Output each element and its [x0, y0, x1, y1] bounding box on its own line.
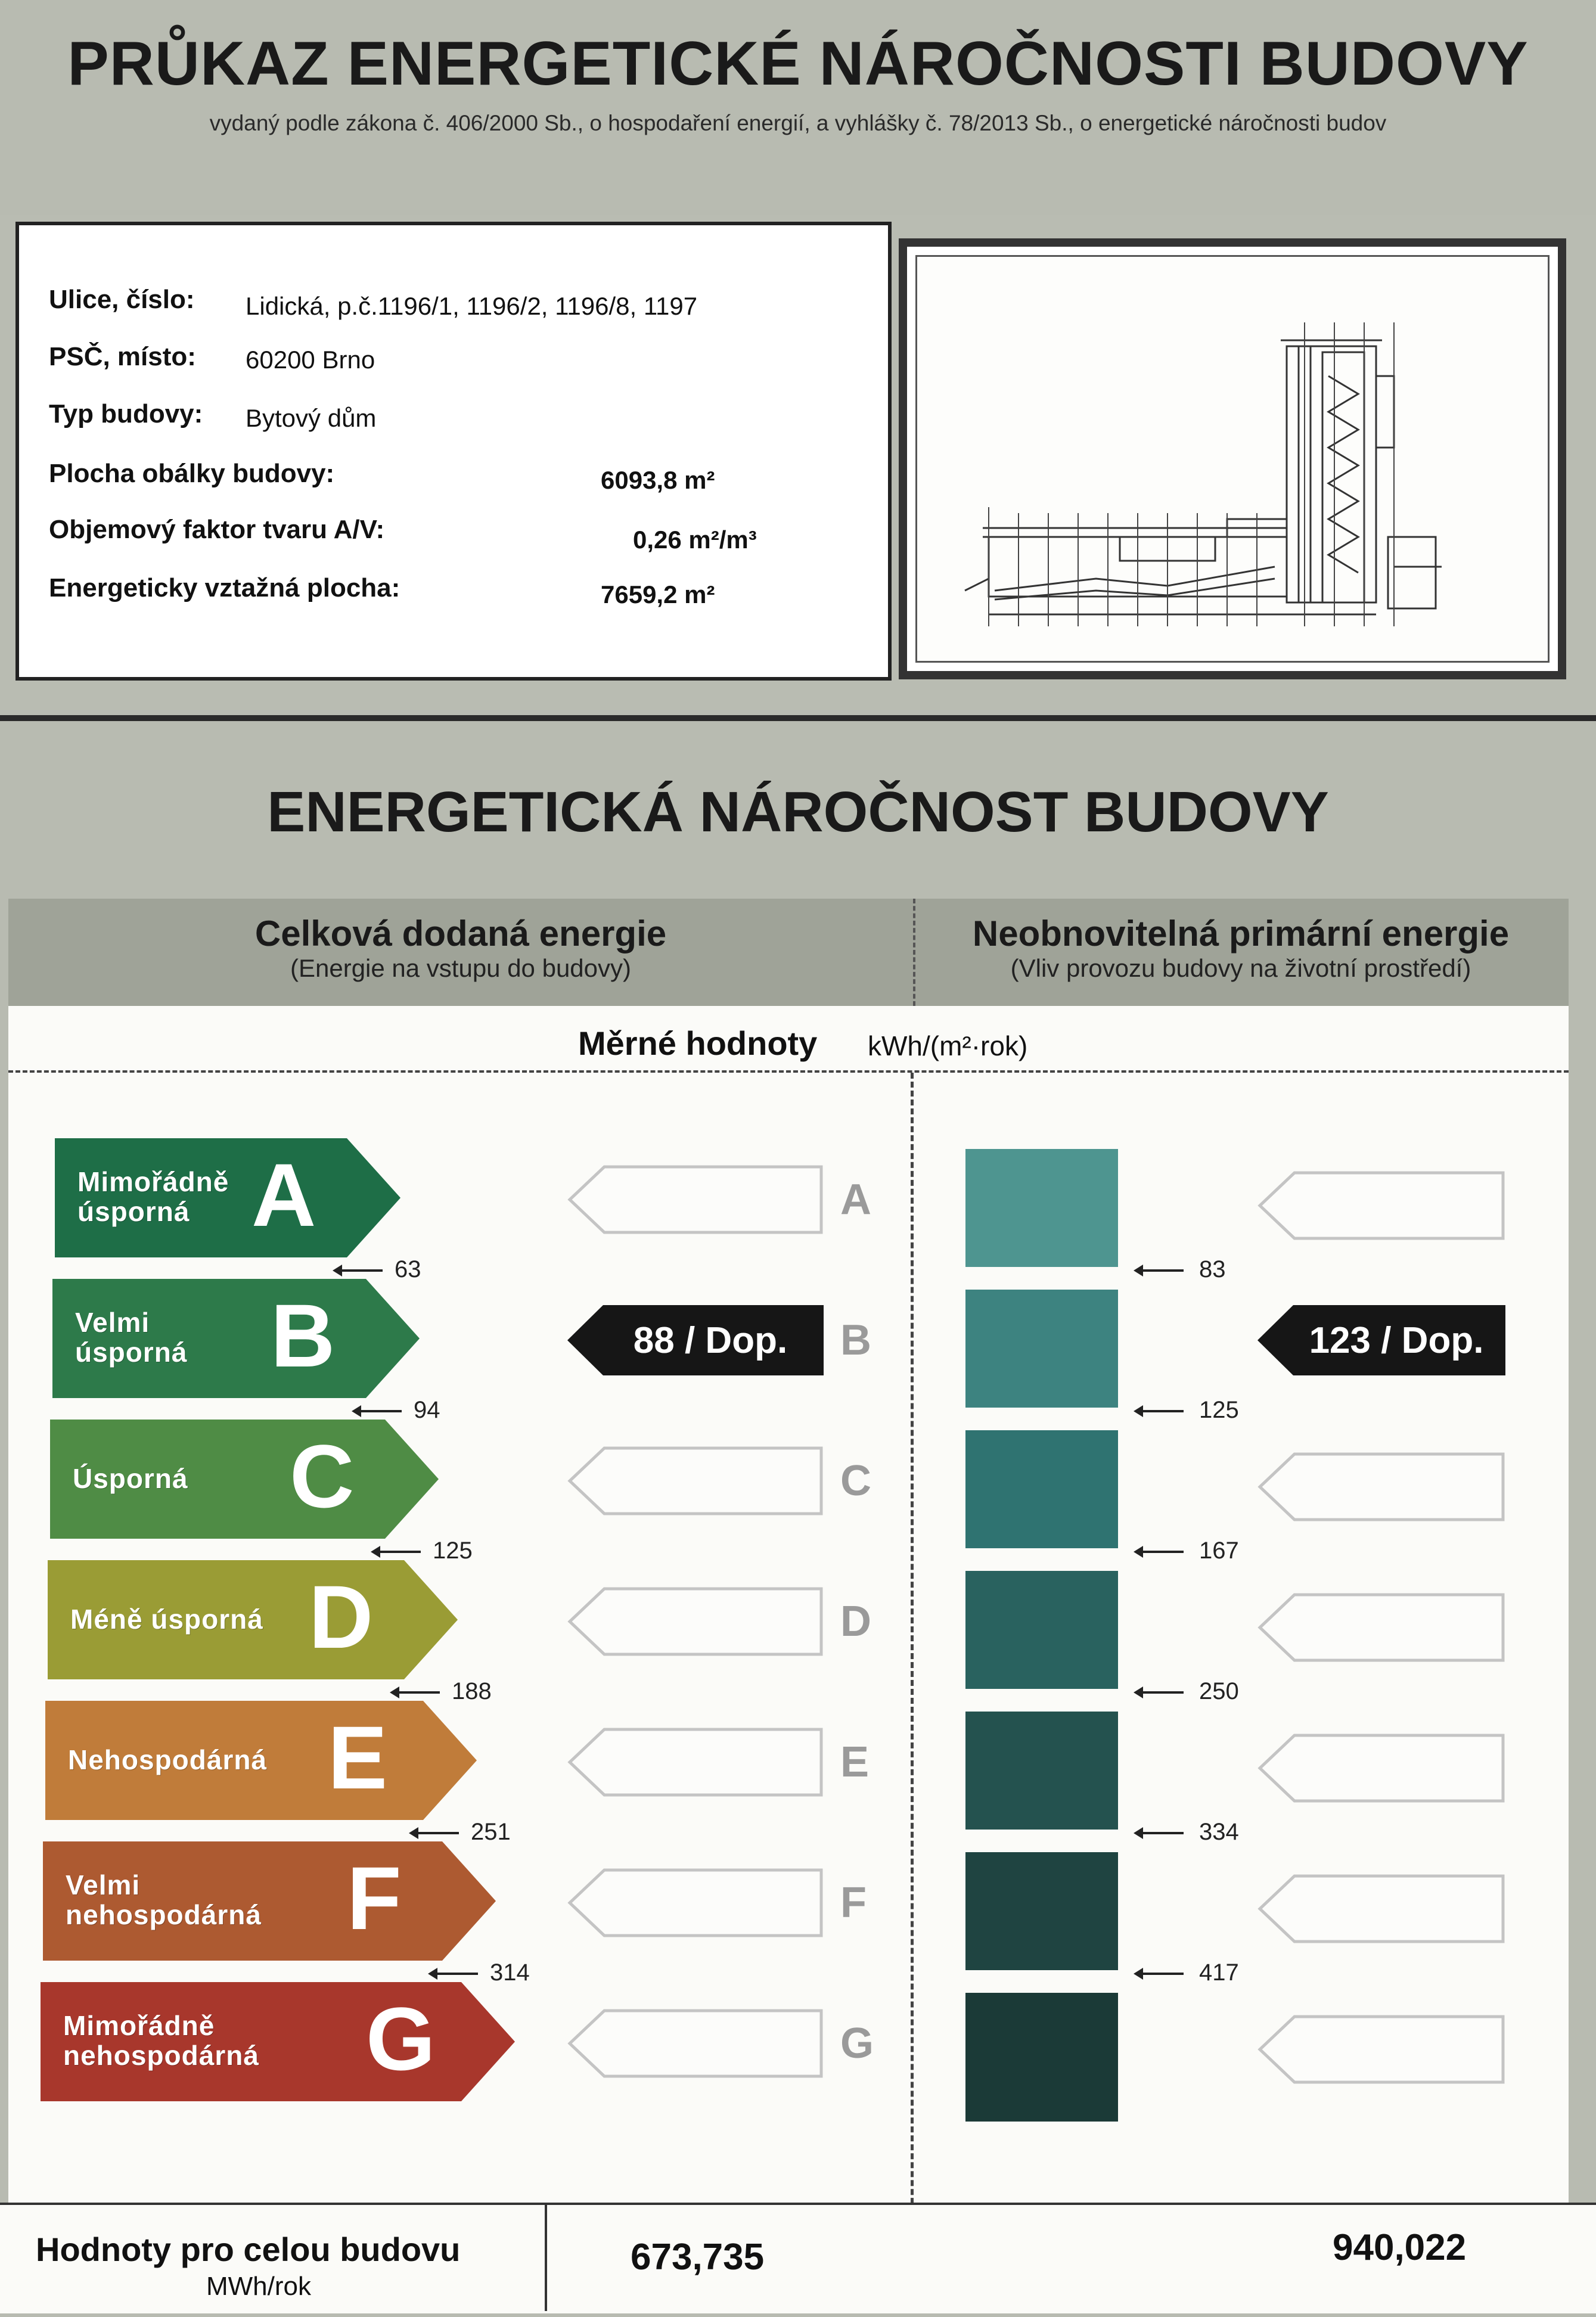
delivered-threshold-d: 188 [452, 1678, 492, 1704]
class-name [63, 2011, 259, 2070]
primary-threshold-d: 250 [1199, 1678, 1239, 1704]
primary-rating-badge [1257, 1305, 1505, 1375]
threshold-arrow [379, 1551, 421, 1553]
threshold-arrow [1142, 1832, 1184, 1834]
class-name [70, 1604, 263, 1634]
threshold-arrow [436, 1973, 478, 1975]
threshold-arrow [417, 1832, 459, 1834]
class-name-line2: nehospodárná [63, 2040, 259, 2071]
primary-threshold-a: 83 [1199, 1256, 1226, 1282]
primary-threshold-f: 417 [1199, 1959, 1239, 1986]
delivered-class-letter: E [840, 1738, 870, 1786]
primary-rating-value: 123 / Dop. [1309, 1319, 1484, 1361]
delivered-energy-title: Celková dodaná energie [254, 914, 667, 953]
shape-factor-label: Objemový faktor tvaru A/V: [49, 515, 385, 544]
class-arrow-b [52, 1279, 420, 1398]
class-name-line1: Mimořádně [63, 2010, 215, 2041]
class-name-line1: Nehospodárná [68, 1744, 268, 1775]
class-name-line1: Méně úsporná [70, 1604, 263, 1635]
shape-factor-value: 0,26 m²/m³ [633, 526, 757, 554]
class-arrow-f [43, 1841, 496, 1961]
primary-threshold-b: 125 [1199, 1397, 1239, 1423]
primary-threshold-c: 167 [1199, 1538, 1239, 1564]
class-letter: D [309, 1567, 374, 1667]
empty-rating-slot [1257, 1452, 1505, 1522]
delivered-energy-subtitle: (Energie na vstupu do budovy) [290, 954, 632, 982]
psc-value: 60200 Brno [246, 346, 375, 374]
class-letter: E [328, 1707, 388, 1807]
envelope-area-label: Plocha obálky budovy: [49, 459, 335, 488]
building-type-label: Typ budovy: [49, 399, 203, 428]
class-name [77, 1167, 229, 1226]
primary-threshold-e: 334 [1199, 1819, 1239, 1845]
delivered-threshold-a: 63 [395, 1256, 421, 1282]
class-name [75, 1307, 187, 1367]
section-title: ENERGETICKÁ NÁROČNOST BUDOVY [267, 780, 1329, 844]
primary-energy-subtitle: (Vliv provozu budovy na životní prostředí) [1010, 954, 1471, 982]
primary-class-block-c [965, 1430, 1118, 1548]
primary-energy-header [913, 913, 1569, 983]
street-label: Ulice, číslo: [49, 285, 195, 314]
empty-rating-slot [1257, 1170, 1505, 1241]
empty-rating-slot [567, 1586, 824, 1657]
class-letter: A [251, 1145, 316, 1245]
specific-values-unit: kWh/(m²·rok) [868, 1030, 1028, 1061]
class-arrow-g [41, 1982, 515, 2101]
scale-divider [911, 1073, 914, 2311]
delivered-class-letter: D [840, 1598, 871, 1645]
primary-class-block-d [965, 1571, 1118, 1689]
certificate-title: PRŮKAZ ENERGETICKÉ NÁROČNOSTI BUDOVY [67, 29, 1529, 98]
psc-label: PSČ, místo: [49, 342, 196, 371]
empty-rating-slot [1257, 1874, 1505, 1944]
class-name-line2: úsporná [77, 1196, 190, 1227]
threshold-arrow [398, 1691, 440, 1694]
envelope-area-value: 6093,8 m² [601, 466, 715, 494]
class-arrow-d [48, 1560, 458, 1679]
threshold-arrow [1142, 1973, 1184, 1975]
class-name-line2: úsporná [75, 1337, 188, 1368]
class-arrow-e [45, 1701, 477, 1820]
primary-energy-title: Neobnovitelná primární energie [972, 914, 1510, 953]
building-section-drawing [915, 255, 1550, 663]
primary-class-block-a [965, 1149, 1118, 1267]
empty-rating-slot [567, 1164, 824, 1235]
class-name-line2: nehospodárná [66, 1899, 262, 1930]
threshold-arrow [1142, 1269, 1184, 1272]
empty-rating-slot [567, 1727, 824, 1797]
class-letter: G [366, 1989, 436, 2089]
building-type-value: Bytový dům [246, 404, 377, 432]
delivered-energy-header [8, 913, 913, 983]
class-letter: F [347, 1848, 402, 1948]
totals-unit: MWh/rok [206, 2272, 311, 2301]
certificate-subtitle: vydaný podle zákona č. 406/2000 Sb., o hospodaření energií, a vyhlášky č. 78/2013 Sb., o energetické náročnosti budov [209, 111, 1387, 135]
building-section-icon [917, 257, 1549, 662]
class-arrow-a [55, 1138, 400, 1257]
class-name [68, 1745, 267, 1775]
class-name [73, 1464, 188, 1493]
delivered-class-letter: A [840, 1176, 871, 1223]
delivered-class-letter: F [840, 1879, 867, 1927]
threshold-arrow [1142, 1551, 1184, 1553]
delivered-threshold-e: 251 [471, 1819, 511, 1845]
class-arrow-c [50, 1420, 439, 1539]
empty-rating-slot [567, 1446, 824, 1516]
class-name-line1: Velmi [75, 1307, 150, 1338]
primary-class-block-b [965, 1290, 1118, 1408]
threshold-arrow [1142, 1691, 1184, 1694]
reference-area-label: Energeticky vztažná plocha: [49, 573, 400, 602]
threshold-arrow [360, 1410, 402, 1412]
building-info-panel [15, 222, 892, 681]
class-name-line1: Úsporná [73, 1463, 188, 1494]
primary-class-block-f [965, 1852, 1118, 1970]
empty-rating-slot [567, 1868, 824, 1938]
delivered-class-letter: B [840, 1316, 871, 1364]
primary-class-block-g [965, 1993, 1118, 2122]
street-value: Lidická, p.č.1196/1, 1196/2, 1196/8, 1197 [246, 292, 698, 320]
class-name-line1: Velmi [66, 1869, 141, 1900]
primary-class-block-e [965, 1712, 1118, 1830]
totals-divider [545, 2203, 547, 2311]
column-divider [913, 899, 915, 1006]
delivered-rating-value: 88 / Dop. [633, 1319, 788, 1361]
delivered-class-letter: G [840, 2020, 874, 2067]
empty-rating-slot [1257, 1733, 1505, 1803]
total-delivered-value: 673,735 [631, 2237, 765, 2278]
column-header-bar [8, 899, 1569, 1006]
reference-area-value: 7659,2 m² [601, 580, 715, 608]
class-letter: C [290, 1426, 355, 1526]
class-name-line1: Mimořádně [77, 1166, 229, 1197]
building-drawing-frame [899, 238, 1566, 679]
threshold-arrow [341, 1269, 383, 1272]
delivered-class-letter: C [840, 1457, 871, 1505]
delivered-rating-badge [567, 1305, 824, 1375]
class-letter: B [271, 1285, 336, 1386]
delivered-threshold-b: 94 [414, 1397, 440, 1423]
empty-rating-slot [567, 2008, 824, 2079]
total-primary-value: 940,022 [1333, 2227, 1467, 2268]
class-name [66, 1870, 262, 1930]
delivered-threshold-c: 125 [433, 1538, 473, 1564]
delivered-threshold-f: 314 [490, 1959, 530, 1986]
threshold-arrow [1142, 1410, 1184, 1412]
empty-rating-slot [1257, 2014, 1505, 2085]
empty-rating-slot [1257, 1592, 1505, 1663]
totals-label: Hodnoty pro celou budovu [36, 2231, 461, 2268]
specific-values-label: Měrné hodnoty [578, 1024, 818, 1062]
